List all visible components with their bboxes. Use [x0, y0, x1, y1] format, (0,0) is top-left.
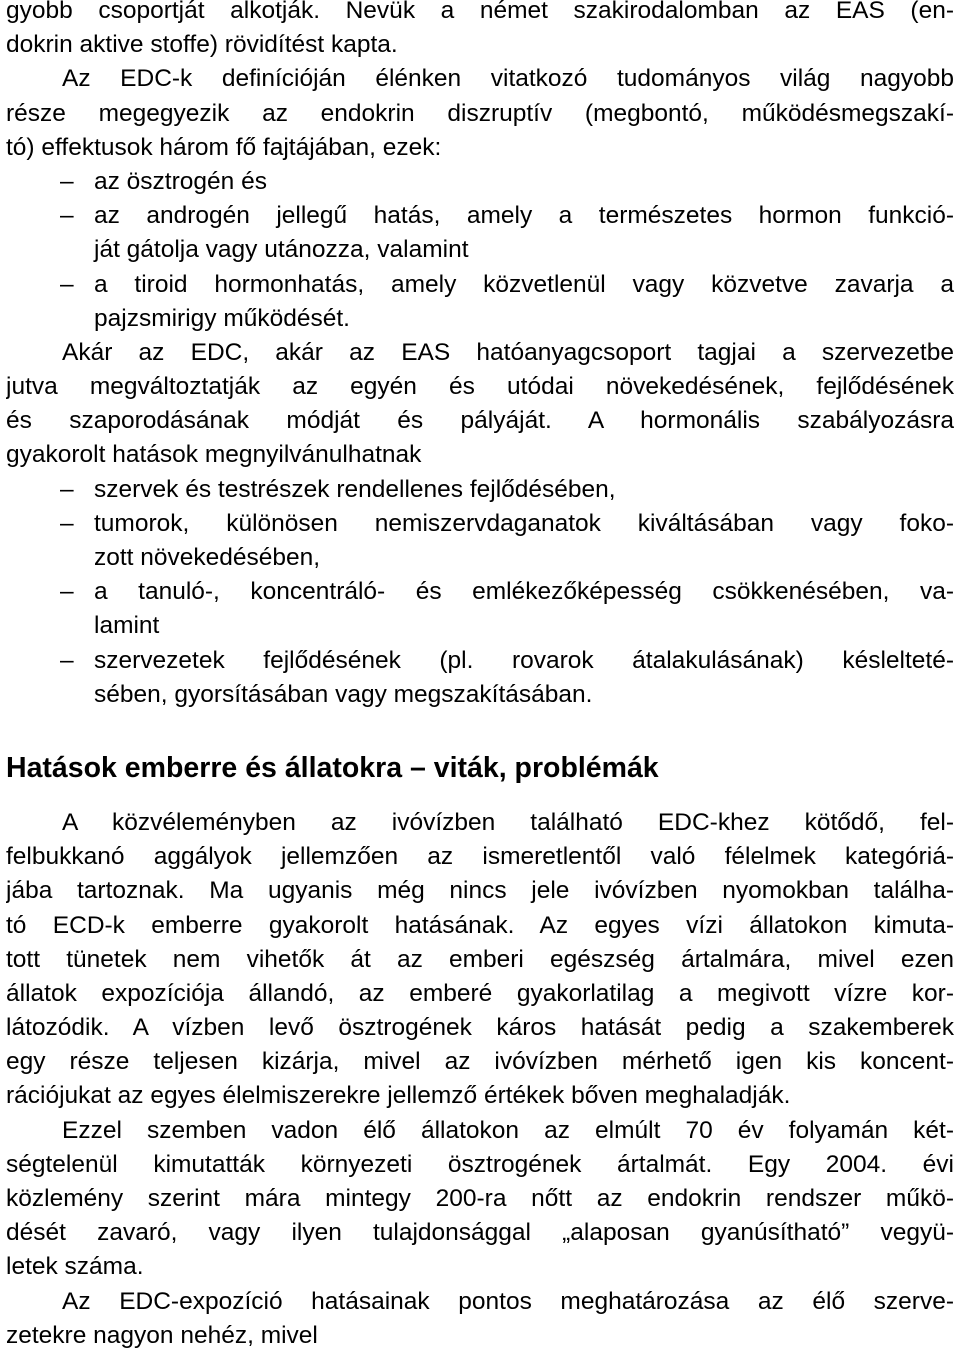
- paragraph-effects: [6, 336, 954, 473]
- dash-bullet: –: [60, 578, 74, 606]
- text-line: tó) effektusok három fő fajtájában, ezek:: [6, 133, 442, 161]
- list-item-continuation: sében, gyorsításában vagy megszakításában.: [94, 680, 593, 708]
- text-line: állatok expozíciója állandó, az emberé gyakorlatilag a megivott vízre kor-: [6, 979, 954, 1007]
- list-item-text: a tiroid hormonhatás, amely közvetlenül vagy közvetve zavarja a: [94, 270, 954, 298]
- paragraph-public-opinion: [6, 806, 954, 1114]
- list-item-text: az androgén jellegű hatás, amely a természetes hormon funkció-: [94, 202, 954, 230]
- text-line: felbukkanó aggályok jellemzően az ismeretlentől való félelmek kategóriá-: [6, 843, 954, 871]
- list-item-text: az ösztrogén és: [94, 167, 267, 195]
- list-item: [6, 199, 954, 233]
- list-item-continuation: lamint: [94, 612, 160, 640]
- text-line: A közvéleményben az ivóvízben található EDC-khez kötődő, fel-: [62, 808, 954, 836]
- text-line: letek száma.: [6, 1253, 144, 1281]
- text-line: és szaporodásának módját és pályáját. A hormonális szabályozásra: [6, 407, 954, 435]
- manifestations-list: [6, 473, 954, 712]
- list-item-continuation: zott növekedésében,: [94, 544, 321, 571]
- text-line: rációjukat az egyes élelmiszerekre jellemző értékek bőven meghaladják.: [6, 1082, 791, 1110]
- text-line: dését zavaró, vagy ilyen tulajdonsággal „alaposan gyanúsítható” vegyü-: [6, 1219, 954, 1247]
- text-line: része megegyezik az endokrin diszruptív (megbontó, működésmegszakí-: [6, 99, 954, 127]
- text-line: Ezzel szemben vadon élő állatokon az elmúlt 70 év folyamán két-: [62, 1116, 954, 1144]
- text-line: Az EDC-expozíció hatásainak pontos meghatározása az élő szerve-: [62, 1287, 954, 1315]
- paragraph-exposure: [6, 1285, 954, 1353]
- text-line: Az EDC-k definícióján élénken vitatkozó tudományos világ nagyobb: [62, 65, 954, 93]
- text-line: zetekre nagyon nehéz, mivel: [6, 1321, 318, 1349]
- list-item: [6, 165, 954, 199]
- list-item-text: a tanuló-, koncentráló- és emlékezőképesség csökkenésében, va-: [94, 578, 954, 606]
- text-line: tott tünetek nem vihetők át az emberi egészség ártalmára, mivel ezen: [6, 945, 954, 973]
- text-line: jutva megváltoztatják az egyén és utódai növekedésének, fejlődésének: [6, 373, 954, 401]
- list-item-text: szervek és testrészek rendellenes fejlődésében,: [94, 475, 616, 503]
- paragraph-wildlife: [6, 1114, 954, 1285]
- text-line: egy része teljesen kizárja, mivel az ivóvízben mérhető igen kis koncent-: [6, 1048, 954, 1076]
- dash-bullet: –: [60, 509, 74, 537]
- effects-list: [6, 165, 954, 336]
- text-line: tó ECD-k emberre gyakorolt hatásának. Az egyes vízi állatokon kimuta-: [6, 911, 954, 939]
- section-heading: Hatások emberre és állatokra – viták, problémák: [6, 751, 659, 784]
- list-item-text: tumorok, különösen nemiszervdaganatok kiváltásában vagy foko-: [94, 509, 954, 537]
- list-item-continuation: ját gátolja vagy utánozza, valamint: [94, 236, 469, 264]
- list-item: [6, 575, 954, 609]
- document-page: [6, 0, 954, 1353]
- list-item-continuation: pajzsmirigy működését.: [94, 304, 350, 332]
- text-line: gyobb csoportját alkotják. Nevük a német szakirodalomban az EAS (en-: [6, 0, 954, 24]
- list-item: [6, 644, 954, 678]
- text-line: Akár az EDC, akár az EAS hatóanyagcsoport tagjai a szervezetbe: [62, 338, 954, 366]
- dash-bullet: –: [60, 167, 74, 195]
- dash-bullet: –: [60, 646, 74, 674]
- list-item: [6, 507, 954, 541]
- list-item-text: szervezetek fejlődésének (pl. rovarok átalakulásának) késlelteté-: [94, 646, 954, 674]
- list-item: [6, 268, 954, 302]
- text-line: dokrin aktive stoffe) rövidítést kapta.: [6, 31, 398, 59]
- dash-bullet: –: [60, 270, 74, 298]
- text-line: ségtelenül kimutatták környezeti ösztrogének ártalmát. Egy 2004. évi: [6, 1150, 954, 1178]
- text-line: közlemény szerint mára mintegy 200-ra nőtt az endokrin rendszer műkö-: [6, 1185, 954, 1212]
- dash-bullet: –: [60, 475, 74, 503]
- dash-bullet: –: [60, 202, 74, 230]
- list-item: [6, 473, 954, 507]
- text-line: látozódik. A vízben levő ösztrogének káros hatását pedig a szakemberek: [6, 1014, 954, 1042]
- text-line: gyakorolt hatások megnyilvánulhatnak: [6, 441, 422, 469]
- text-line: jába tartoznak. Ma ugyanis még nincs jele ivóvízben nyomokban találha-: [6, 877, 954, 905]
- paragraph-intro: [6, 0, 954, 165]
